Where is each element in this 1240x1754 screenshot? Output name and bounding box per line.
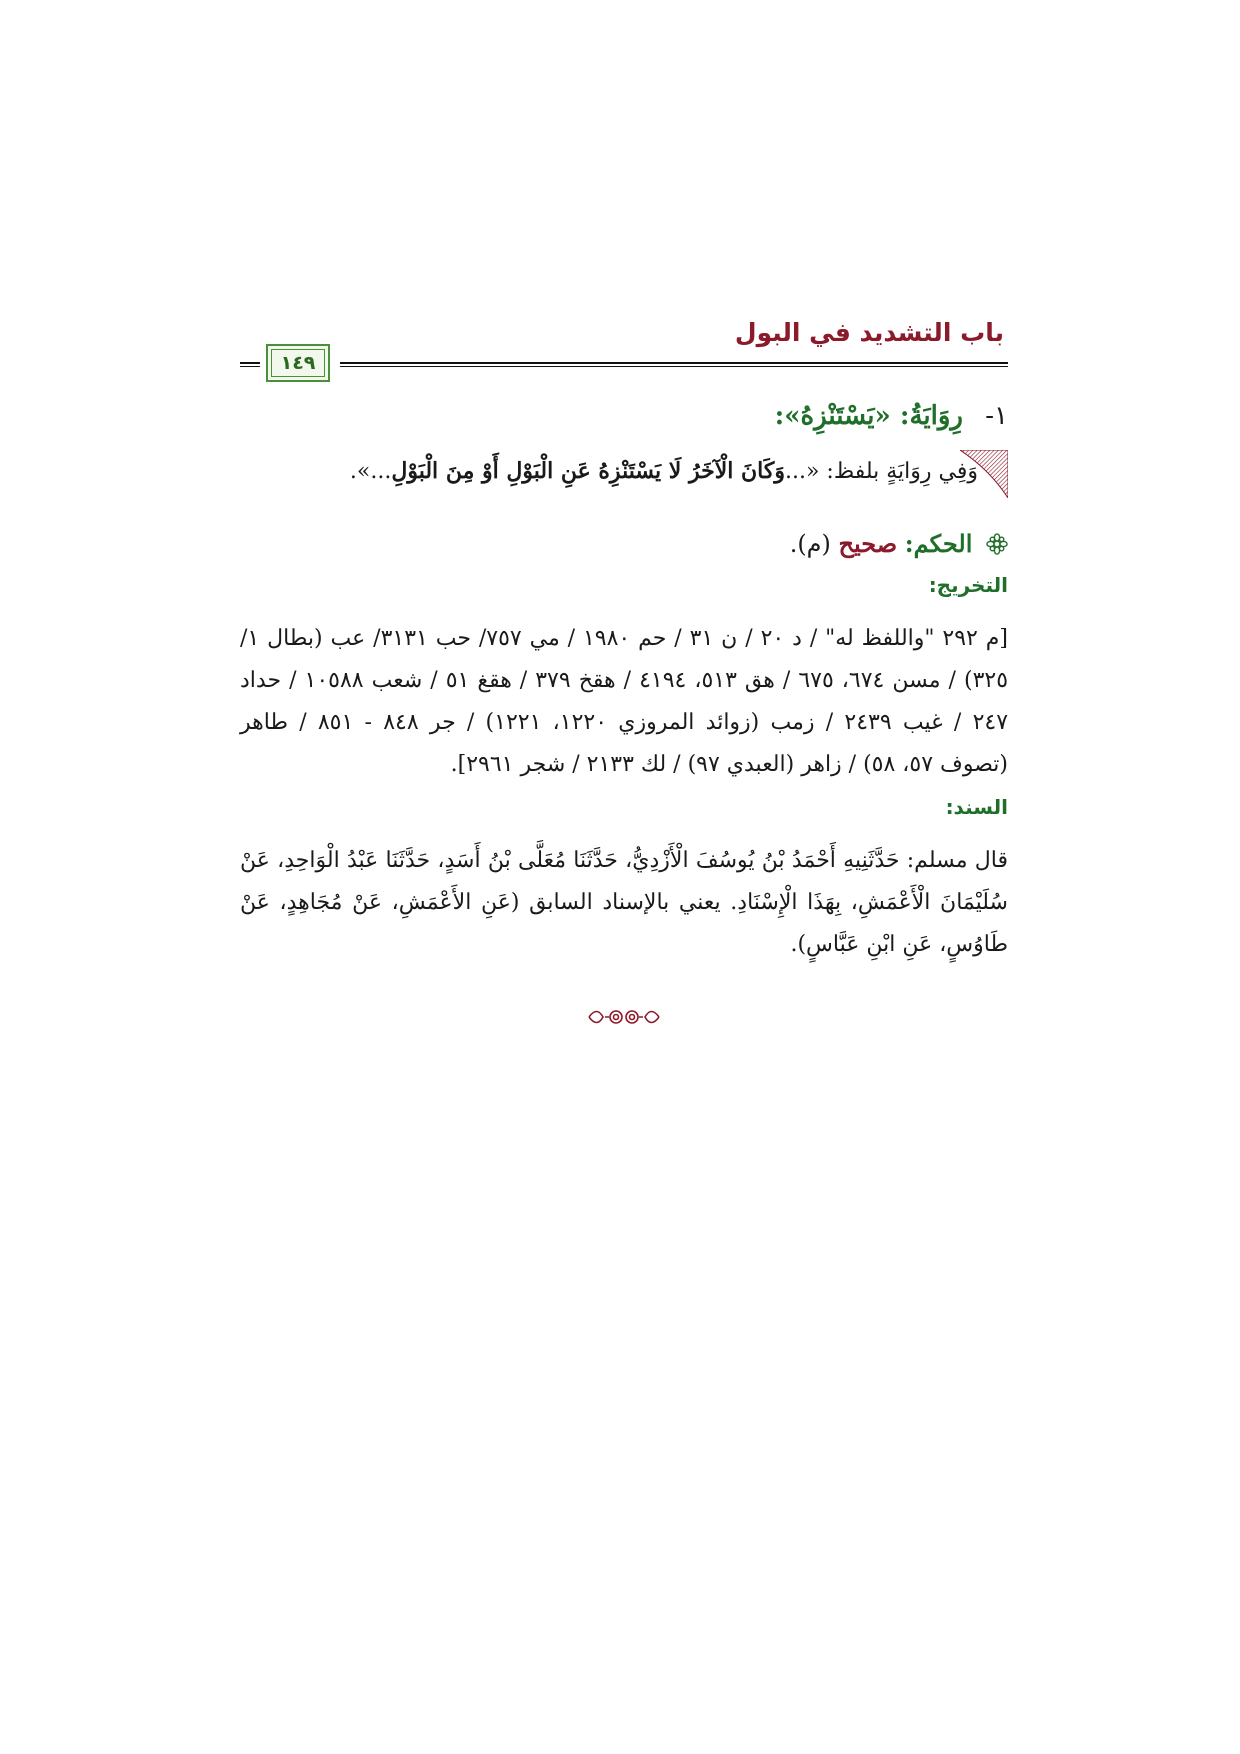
page-number: ١٤٩ <box>280 352 316 374</box>
header-rule-short <box>240 362 260 367</box>
flower-ornament-icon <box>986 533 1008 555</box>
chapter-title: باب التشديد في البول <box>734 318 1004 347</box>
section-heading <box>240 392 1008 440</box>
header-rule <box>340 362 1008 367</box>
section-number: ١- <box>985 401 1008 431</box>
takhrij-text: [م ٢٩٢ "واللفظ له" / د ٢٠ / ن ٣١ / حم ١٩٨٠ / مي ٧٥٧/ حب ٣١٣١/ عب (بطال ١/ ٣٢٥) / مسن ٦٧٤، ٦٧٥ / هق ٥١٣، ٤١٩٤ / هقخ ٣٧٩ / هقغ ٥١ / شعب ١٠٥٨٨ / حداد ٢٤٧ / غيب ٢٤٣٩ / زمب (زوائد المروزي ١٢٢٠، ١٢٢١) / جر ٨٤٨ - ٨٥١ / طاهر (تصوف ٥٧، ٥٨) / زاهر (العبدي ٩٧) / لك ٢١٣٣ / شجر ٢٩٦١]. <box>240 626 1009 777</box>
takhrij-heading: التخريج: <box>928 573 1008 597</box>
ruling-source: (م). <box>789 530 831 558</box>
closing-ornament-icon <box>587 1002 661 1032</box>
ruling-value: صحيح <box>838 529 898 558</box>
riwaya-suffix: ...». <box>349 459 392 484</box>
riwaya-line <box>350 458 978 484</box>
page-number-frame <box>266 344 330 382</box>
sanad-text: قال مسلم: حَدَّثَنِيهِ أَحْمَدُ بْنُ يُوسُفَ الْأَزْدِيُّ، حَدَّثَنَا مُعَلَّى بْنُ أَسَدٍ، حَدَّثَنَا عَبْدُ الْوَاحِدِ، عَنْ سُلَيْمَانَ الْأَعْمَشِ، بِهَذَا الْإِسْنَادِ. يعني بالإسناد السابق (عَنِ الأَعْمَشِ، عَنْ مُجَاهِدٍ، عَنْ طَاوُسٍ، عَنِ ابْنِ عَبَّاسٍ). <box>240 848 1008 957</box>
section-title: رِوَايَةُ: «يَسْتَنْزِهُ»: <box>774 401 963 431</box>
riwaya-prefix: وَفِي رِوَايَةٍ بلفظ: «... <box>784 459 978 484</box>
riwaya-quote: وَكَانَ الْآخَرُ لَا يَسْتَنْزِهُ عَنِ الْبَوْلِ أَوْ مِنَ الْبَوْلِ <box>391 458 785 484</box>
closing-ornament <box>240 1002 1008 1036</box>
sanad-heading: السند: <box>945 795 1008 819</box>
page-header <box>240 300 1008 386</box>
ruling-line <box>240 524 1008 564</box>
riwaya-row <box>240 450 1008 510</box>
ruling-label: الحكم: <box>904 529 973 558</box>
book-page <box>240 300 1008 1036</box>
